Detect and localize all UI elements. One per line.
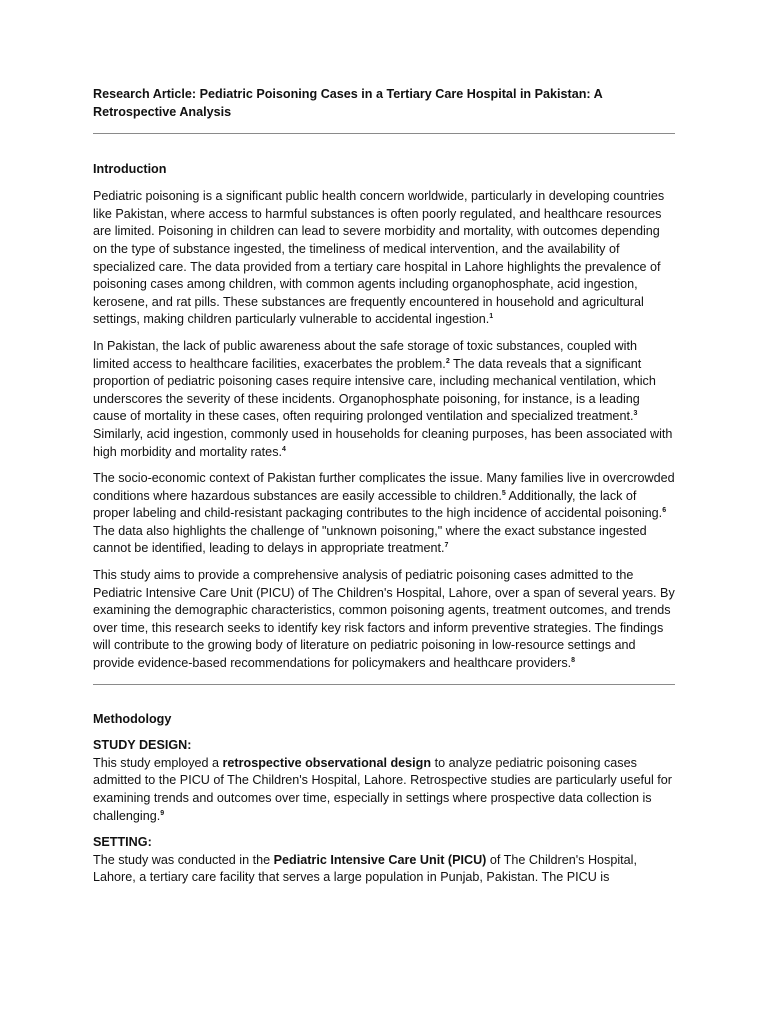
intro-paragraph-3: [93, 470, 675, 558]
title-divider: [93, 133, 675, 134]
paragraph-text: This study employed a: [93, 755, 223, 770]
study-design-block: [93, 737, 675, 825]
intro-paragraph-4: [93, 567, 675, 673]
intro-paragraph-1: [93, 188, 675, 329]
study-design-label: STUDY DESIGN:: [93, 738, 192, 753]
citation-marker: 6: [662, 507, 667, 515]
methodology-heading: Methodology: [93, 711, 172, 726]
citation-marker: 5: [501, 489, 506, 497]
paragraph-text: to analyze pediatric poisoning cases admitted to the PICU of The Children's Hospital, Lahore. Retrospective studies are particularly useful for examining trends and outcomes over time, especially in settings where prospective data collection is challenging.: [93, 755, 672, 823]
paragraph-text: Additionally, the lack of proper labeling and child-resistant packaging contributes to the high incidence of accidental poisoning.: [93, 488, 663, 521]
paragraph-text: Pediatric poisoning is a significant public health concern worldwide, particularly in developing countries like Pakistan, where access to harmful substances is often poorly regulated, and healthcare resources are limited. Poisoning in children can lead to severe morbidity and mortality, with outcomes depending on the type of substance ingested, the timeliness of medical intervention, and the availability of specialized care. The data provided from a tertiary care hospital in Lahore highlights the prevalence of poisoning cases among children, with common agents including organophosphate, acid ingestion, kerosene, and rat pills. These substances are frequently encountered in household and agricultural settings, making children particularly vulnerable to accidental ingestion.: [93, 189, 665, 327]
emphasis-text: retrospective observational design: [222, 755, 432, 770]
citation-marker: 9: [160, 809, 165, 817]
paragraph-text: Similarly, acid ingestion, commonly used in households for cleaning purposes, has been associated with high morbidity and mortality rates.: [93, 426, 673, 459]
paragraph-text: The study was conducted in the: [93, 852, 274, 867]
paragraph-text: The data reveals that a significant proportion of pediatric poisoning cases require intensive care, including mechanical ventilation, which underscores the severity of these incidents. Organophosphate poisoning, for instance, is a leading cause of mortality in these cases, often requiring prolonged ventilation and specialized treatment.: [93, 356, 656, 424]
emphasis-text: Pediatric Intensive Care Unit (PICU): [273, 852, 487, 867]
paragraph-text: This study aims to provide a comprehensive analysis of pediatric poisoning cases admitted to the Pediatric Intensive Care Unit (PICU) of The Children's Hospital, Lahore, over a span of several years. By examining the demographic characteristics, common poisoning agents, treatment outcomes, and trends over time, this research seeks to identify key risk factors and inform preventive strategies. The findings will contribute to the growing body of literature on pediatric poisoning in low-resource settings and provide evidence-based recommendations for policymakers and healthcare providers.: [93, 568, 675, 671]
citation-marker: 7: [444, 542, 449, 550]
citation-marker: 8: [571, 657, 576, 665]
section-divider: [93, 684, 675, 685]
introduction-heading: Introduction: [93, 161, 167, 176]
citation-marker: 3: [633, 410, 638, 418]
paragraph-text: The socio-economic context of Pakistan further complicates the issue. Many families live in overcrowded conditions where hazardous substances are easily accessible to children.: [93, 471, 675, 503]
citation-marker: 4: [282, 445, 286, 453]
paragraph-text: of The Children's Hospital, Lahore, a tertiary care facility that serves a large population in Punjab, Pakistan. The PICU is: [93, 852, 637, 885]
citation-marker: 2: [445, 357, 450, 365]
setting-block: [93, 834, 675, 887]
article-title: Research Article: Pediatric Poisoning Cases in a Tertiary Care Hospital in Pakistan: A Retrospective Analysis: [93, 87, 603, 119]
intro-paragraph-2: [93, 338, 675, 461]
setting-label: SETTING:: [93, 835, 152, 850]
article-body: [93, 86, 675, 887]
paragraph-text: The data also highlights the challenge of "unknown poisoning," where the exact substance ingested cannot be identified, leading to delays in appropriate treatment.: [93, 523, 647, 556]
citation-marker: 1: [489, 313, 494, 321]
paragraph-text: In Pakistan, the lack of public awareness about the safe storage of toxic substances, coupled with limited access to healthcare facilities, exacerbates the problem.: [93, 338, 637, 371]
